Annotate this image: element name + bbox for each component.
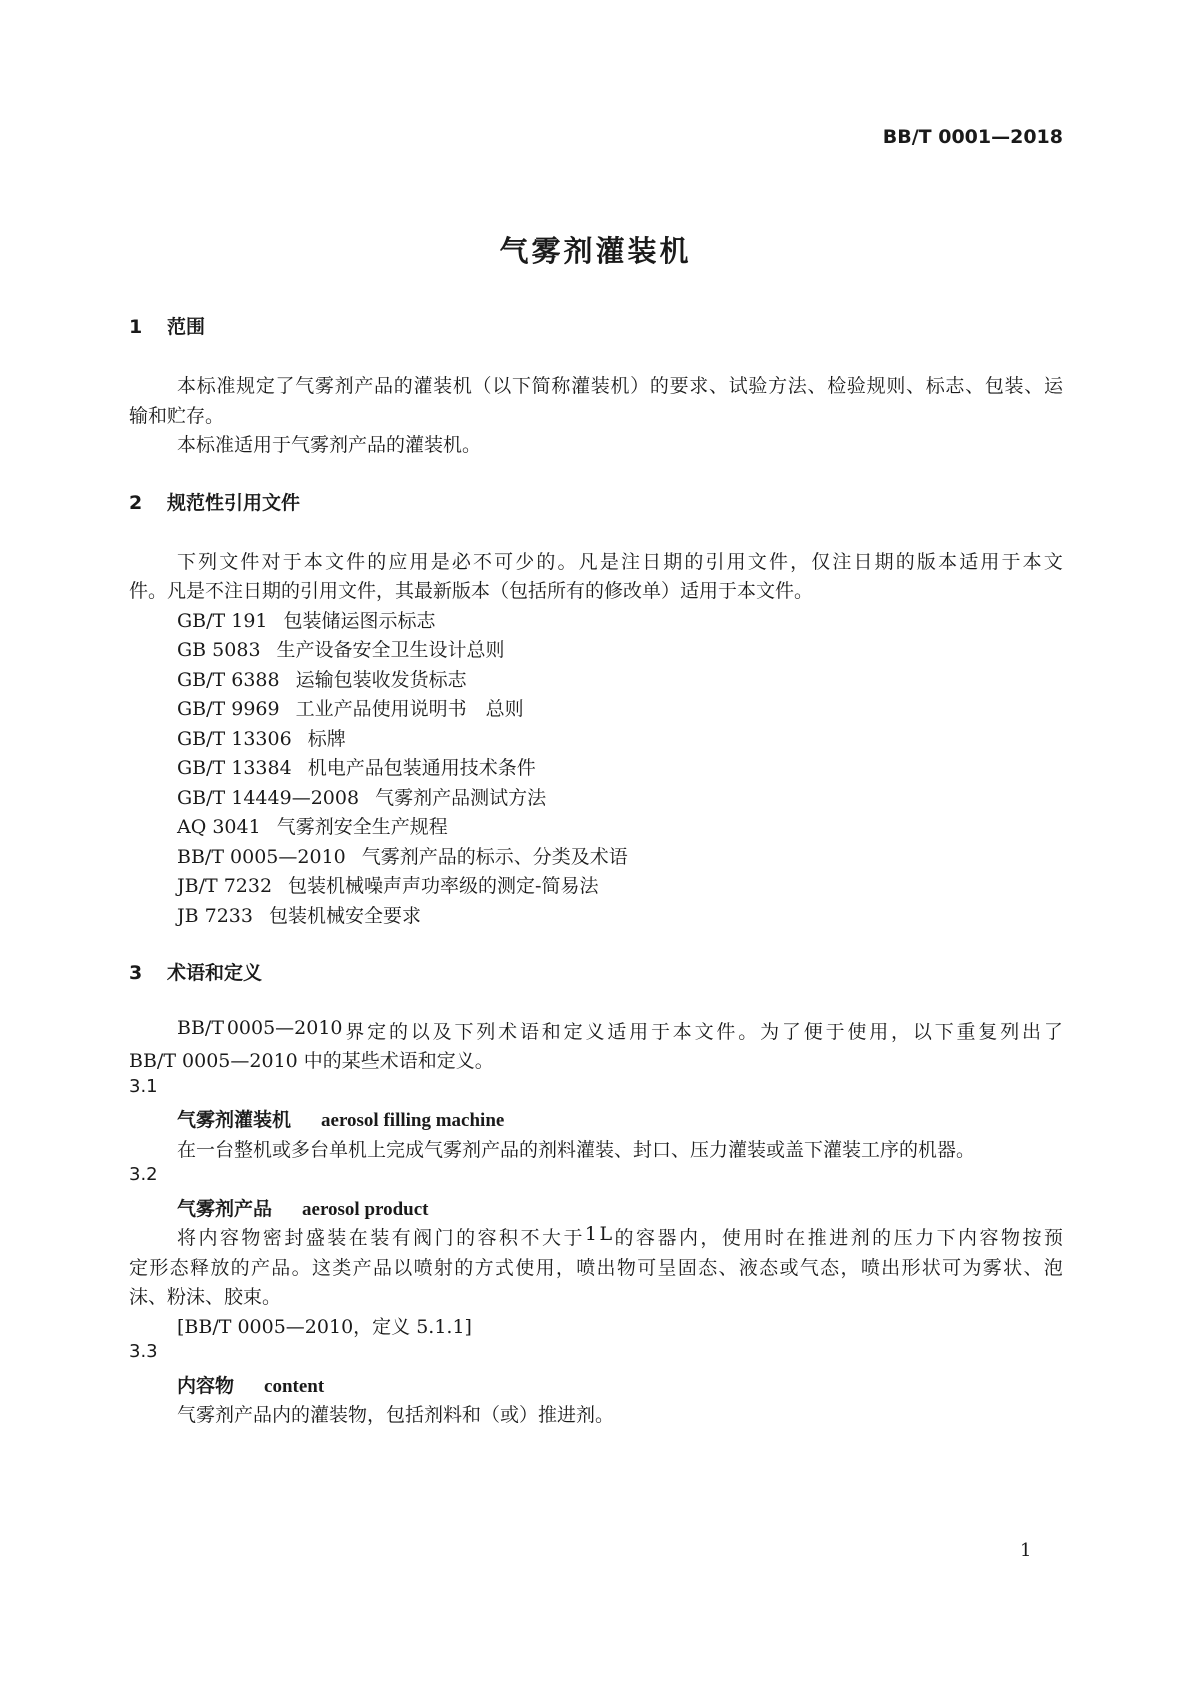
- glyph: 是: [599, 551, 619, 573]
- reference-item: [177, 724, 346, 751]
- glyph: 了: [275, 375, 295, 397]
- term-en: aerosol product: [302, 1199, 429, 1220]
- glyph: 本: [938, 551, 958, 573]
- glyph: 装: [370, 1227, 390, 1249]
- glyph: 大: [541, 1227, 561, 1249]
- glyph: 准: [216, 375, 236, 397]
- glyph: 下: [177, 551, 197, 573]
- glyph: 固: [677, 1257, 697, 1279]
- glyph: 、: [708, 375, 728, 397]
- glyph: 版: [916, 551, 936, 573]
- glyph: 剂: [850, 1227, 870, 1249]
- glyph: 则: [886, 375, 906, 397]
- term-zh: 气雾剂产品: [177, 1198, 273, 1220]
- glyph: 试: [728, 375, 748, 397]
- section-title: 术语和定义: [167, 962, 263, 984]
- glyph: 力: [915, 1227, 935, 1249]
- glyph: 的: [454, 1257, 474, 1279]
- glyph: 检: [827, 375, 847, 397]
- glyph: 时: [764, 1227, 784, 1249]
- glyph: 形: [901, 1257, 921, 1279]
- term-zh: 气雾剂灌装机: [177, 1109, 292, 1131]
- reference-title: 包装机械噪声声功率级的测定-简易法: [288, 875, 599, 897]
- glyph: 以: [410, 1021, 430, 1043]
- glyph: 产: [354, 375, 374, 397]
- glyph: 形: [149, 1257, 169, 1279]
- glyph: 重: [956, 1021, 976, 1043]
- term-definition-line: [129, 1253, 1063, 1280]
- glyph: 气: [295, 375, 315, 397]
- glyph: 有: [391, 1227, 411, 1249]
- glyph: 要: [669, 375, 689, 397]
- glyph: 件: [768, 551, 788, 573]
- glyph: 的: [684, 551, 704, 573]
- glyph: 用: [409, 551, 429, 573]
- glyph: 的: [614, 1227, 634, 1249]
- glyph: 适: [959, 551, 979, 573]
- glyph: 喷: [860, 1257, 880, 1279]
- glyph: ，: [555, 1257, 575, 1279]
- glyph: 是: [430, 551, 450, 573]
- glyph: 阀: [413, 1227, 433, 1249]
- glyph: 使: [847, 1021, 867, 1043]
- reference-item: [177, 753, 536, 780]
- glyph: 志: [945, 375, 965, 397]
- glyph: 产: [250, 1257, 270, 1279]
- glyph: 装: [590, 375, 610, 397]
- glyph: 出: [881, 1257, 901, 1279]
- glyph: 、: [906, 375, 926, 397]
- glyph: 凡: [578, 551, 598, 573]
- glyph: 应: [388, 551, 408, 573]
- glyph: L: [599, 1223, 613, 1245]
- reference-code: AQ 3041: [177, 816, 261, 838]
- glyph: 及: [432, 1021, 452, 1043]
- glyph: 下: [454, 1021, 474, 1043]
- glyph: 的: [393, 375, 413, 397]
- reference-item: [177, 812, 448, 839]
- glyph: 下: [936, 1227, 956, 1249]
- glyph: 雾: [314, 375, 334, 397]
- reference-code: GB/T 6388: [177, 669, 280, 691]
- reference-title: 气雾剂产品的标示、分类及术语: [361, 846, 628, 868]
- glyph: 、: [1023, 1257, 1043, 1279]
- glyph: 这: [311, 1257, 331, 1279]
- glyph: 下: [934, 1021, 954, 1043]
- glyph: 规: [866, 375, 886, 397]
- glyph: 装: [327, 1227, 347, 1249]
- reference-code: GB/T 13306: [177, 728, 292, 750]
- glyph: 的: [872, 1227, 892, 1249]
- glyph: 文: [694, 1021, 714, 1043]
- glyph: 机: [610, 375, 630, 397]
- glyph: 容: [219, 1227, 239, 1249]
- glyph: 出: [1022, 1021, 1042, 1043]
- glyph: 于: [282, 551, 302, 573]
- term-definition: 气雾剂产品内的灌装物，包括剂料和（或）推进剂。: [177, 1404, 615, 1426]
- glyph: 定: [129, 1257, 149, 1279]
- reference-title: 运输包装收发货标志: [295, 669, 467, 691]
- glyph: 定: [367, 1021, 387, 1043]
- reference-code: JB 7233: [177, 905, 253, 927]
- glyph: 、: [807, 375, 827, 397]
- reference-title: 标牌: [307, 728, 346, 750]
- term-en: content: [264, 1376, 325, 1397]
- glyph: 引: [705, 551, 725, 573]
- reference-code: GB/T 13384: [177, 757, 292, 779]
- glyph: 可: [494, 551, 514, 573]
- glyph: 器: [657, 1227, 677, 1249]
- glyph: 预: [1043, 1227, 1063, 1249]
- glyph: 定: [255, 375, 275, 397]
- glyph: 适: [607, 1021, 627, 1043]
- glyph: 品: [372, 1257, 392, 1279]
- glyph: 的: [895, 551, 915, 573]
- glyph: 释: [189, 1257, 209, 1279]
- section-number: 2: [129, 492, 143, 514]
- term-heading: [177, 1371, 324, 1398]
- glyph: 本: [672, 1021, 692, 1043]
- glyph: 内: [678, 1227, 698, 1249]
- glyph: 出: [596, 1257, 616, 1279]
- reference-title: 工业产品使用说明书 总则: [295, 698, 524, 720]
- glyph: 、: [718, 1257, 738, 1279]
- glyph: 用: [980, 551, 1000, 573]
- paragraph-line: [177, 371, 1063, 398]
- glyph: 文: [1043, 551, 1063, 573]
- glyph: 1: [584, 1223, 597, 1245]
- glyph: 求: [689, 375, 709, 397]
- glyph: 件: [240, 551, 260, 573]
- glyph: 列: [1000, 1021, 1020, 1043]
- glyph: 件: [716, 1021, 736, 1043]
- term-definition-line: [177, 1223, 1063, 1250]
- glyph: 方: [768, 375, 788, 397]
- glyph: 内: [958, 1227, 978, 1249]
- glyph: 以: [912, 1021, 932, 1043]
- glyph: 进: [829, 1227, 849, 1249]
- glyph: 件: [346, 551, 366, 573]
- glyph: 注: [832, 551, 852, 573]
- glyph: 液: [738, 1257, 758, 1279]
- glyph: 以: [393, 1257, 413, 1279]
- paragraph-line: [177, 1017, 1063, 1044]
- section-title: 规范性引用文件: [167, 492, 301, 514]
- term-definition: 在一台整机或多台单机上完成气雾剂产品的剂料灌装、封口、压力灌装或盖下灌装工序的机器。: [177, 1139, 976, 1161]
- glyph: 以: [492, 375, 512, 397]
- term-number: 3.2: [129, 1164, 158, 1185]
- glyph: 状: [1003, 1257, 1023, 1279]
- glyph: ，: [790, 551, 810, 573]
- glyph: 或: [779, 1257, 799, 1279]
- reference-item: [177, 901, 421, 928]
- reference-code: GB 5083: [177, 639, 261, 661]
- glyph: 期: [874, 551, 894, 573]
- glyph: 。: [557, 551, 577, 573]
- term-zh: 内容物: [177, 1375, 235, 1397]
- glyph: 用: [726, 551, 746, 573]
- reference-title: 气雾剂产品测试方法: [375, 787, 547, 809]
- standard-code: BB/T 0001—2018: [882, 126, 1063, 148]
- glyph: 标: [925, 375, 945, 397]
- glyph: 在: [348, 1227, 368, 1249]
- term-heading: [177, 1105, 504, 1132]
- glyph: 喷: [413, 1257, 433, 1279]
- glyph: 必: [451, 551, 471, 573]
- reference-title: 包装储运图示标志: [283, 610, 436, 632]
- glyph: 气: [799, 1257, 819, 1279]
- glyph: 射: [433, 1257, 453, 1279]
- glyph: 了: [781, 1021, 801, 1043]
- glyph: 用: [743, 1227, 763, 1249]
- glyph: 机: [452, 375, 472, 397]
- glyph: 用: [535, 1257, 555, 1279]
- glyph: 期: [663, 551, 683, 573]
- reference-code: BB/T 0005—2010: [177, 846, 346, 868]
- reference-title: 机电产品包装通用技术条件: [307, 757, 536, 779]
- glyph: 下: [511, 375, 531, 397]
- glyph: 于: [563, 1227, 583, 1249]
- glyph: 的: [230, 1257, 250, 1279]
- section-title: 范围: [167, 316, 206, 338]
- glyph: 的: [649, 375, 669, 397]
- paragraph-line: 输和贮存。: [129, 405, 225, 427]
- glyph: 列: [198, 551, 218, 573]
- term-en: aerosol filling machine: [321, 1110, 505, 1131]
- term-heading: [177, 1194, 429, 1221]
- glyph: 喷: [576, 1257, 596, 1279]
- glyph: 了: [1043, 1021, 1063, 1043]
- glyph: 品: [374, 375, 394, 397]
- glyph: 容: [979, 1227, 999, 1249]
- glyph: 法: [787, 375, 807, 397]
- glyph: 为: [760, 1021, 780, 1043]
- glyph: 态: [698, 1257, 718, 1279]
- paragraph-line: 件。凡是不注日期的引用文件，其最新版本（包括所有的修改单）适用于本文件。: [129, 580, 814, 602]
- glyph: 灌: [413, 375, 433, 397]
- glyph: 产: [352, 1257, 372, 1279]
- glyph: 于: [825, 1021, 845, 1043]
- glyph: 标: [196, 375, 216, 397]
- paragraph-line: BB/T 0005—2010 中的某些术语和定义。: [129, 1050, 494, 1072]
- glyph: 。: [738, 1021, 758, 1043]
- glyph: 压: [893, 1227, 913, 1249]
- glyph: 的: [389, 1021, 409, 1043]
- glyph: 态: [169, 1257, 189, 1279]
- reference-item: [177, 606, 436, 633]
- reference-item: [177, 635, 505, 662]
- glyph: 使: [515, 1257, 535, 1279]
- glyph: 在: [786, 1227, 806, 1249]
- glyph: 物: [616, 1257, 636, 1279]
- glyph: 品: [271, 1257, 291, 1279]
- glyph: 用: [629, 1021, 649, 1043]
- glyph: 态: [820, 1257, 840, 1279]
- glyph: 将: [177, 1227, 197, 1249]
- glyph: 便: [803, 1021, 823, 1043]
- glyph: 式: [494, 1257, 514, 1279]
- paragraph-line: [177, 547, 1063, 574]
- document-title: 气雾剂灌装机: [499, 234, 692, 268]
- glyph: 的: [367, 551, 387, 573]
- glyph: 于: [650, 1021, 670, 1043]
- paragraph: 本标准适用于气雾剂产品的灌装机。: [177, 434, 482, 456]
- reference-item: [177, 694, 524, 721]
- glyph: 使: [721, 1227, 741, 1249]
- glyph: 日: [853, 551, 873, 573]
- glyph: 推: [807, 1227, 827, 1249]
- glyph: 义: [585, 1021, 605, 1043]
- section-number: 1: [129, 316, 143, 338]
- glyph: 按: [1022, 1227, 1042, 1249]
- reference-item: [177, 871, 598, 898]
- glyph: 物: [241, 1227, 261, 1249]
- glyph: ）: [630, 375, 650, 397]
- glyph: 少: [515, 551, 535, 573]
- glyph: ，: [891, 1021, 911, 1043]
- glyph: 盛: [305, 1227, 325, 1249]
- section-1-heading: [129, 312, 205, 339]
- glyph: 。: [291, 1257, 311, 1279]
- glyph: 容: [477, 1227, 497, 1249]
- glyph: 密: [262, 1227, 282, 1249]
- section-number: 3: [129, 962, 143, 984]
- term-source: [BB/T 0005—2010，定义 5.1.1]: [177, 1316, 472, 1338]
- glyph: 界: [345, 1021, 365, 1043]
- glyph: 封: [284, 1227, 304, 1249]
- glyph: 和: [541, 1021, 561, 1043]
- glyph: 文: [324, 551, 344, 573]
- glyph: 用: [869, 1021, 889, 1043]
- glyph: 复: [978, 1021, 998, 1043]
- glyph: 积: [499, 1227, 519, 1249]
- reference-title: 生产设备安全卫生设计总则: [276, 639, 505, 661]
- glyph: 雾: [982, 1257, 1002, 1279]
- glyph: 验: [846, 375, 866, 397]
- glyph: 剂: [334, 375, 354, 397]
- glyph: 态: [759, 1257, 779, 1279]
- glyph: 类: [332, 1257, 352, 1279]
- glyph: 装: [1004, 375, 1024, 397]
- reference-code: GB/T 191: [177, 610, 268, 632]
- page-number: 1: [1020, 1540, 1032, 1561]
- reference-code: JB/T 7232: [177, 875, 273, 897]
- glyph: 包: [984, 375, 1004, 397]
- reference-item: [177, 665, 467, 692]
- glyph: 日: [642, 551, 662, 573]
- reference-code: GB/T 14449—2008: [177, 787, 360, 809]
- glyph: 方: [474, 1257, 494, 1279]
- glyph: 呈: [657, 1257, 677, 1279]
- glyph: 称: [551, 375, 571, 397]
- term-number: 3.3: [129, 1341, 158, 1362]
- glyph: 放: [210, 1257, 230, 1279]
- glyph: 列: [476, 1021, 496, 1043]
- glyph: 运: [1043, 375, 1063, 397]
- section-2-heading: [129, 488, 300, 515]
- glyph: 、: [965, 375, 985, 397]
- section-3-heading: [129, 958, 262, 985]
- reference-item: [177, 783, 546, 810]
- glyph: 状: [921, 1257, 941, 1279]
- glyph: ，: [700, 1227, 720, 1249]
- reference-code: GB/T 9969: [177, 698, 280, 720]
- glyph: 简: [531, 375, 551, 397]
- term-number: 3.1: [129, 1076, 158, 1097]
- glyph: 注: [620, 551, 640, 573]
- glyph: 泡: [1043, 1257, 1063, 1279]
- glyph: 的: [536, 551, 556, 573]
- glyph: 定: [563, 1021, 583, 1043]
- glyph: 仅: [811, 551, 831, 573]
- glyph: 容: [636, 1227, 656, 1249]
- glyph: 可: [942, 1257, 962, 1279]
- reference-title: 气雾剂安全生产规程: [276, 816, 448, 838]
- reference-title: 包装机械安全要求: [268, 905, 421, 927]
- glyph: 规: [236, 375, 256, 397]
- glyph: 灌: [571, 375, 591, 397]
- glyph: 本: [1022, 551, 1042, 573]
- glyph: 物: [1000, 1227, 1020, 1249]
- glyph: 0005—2010: [226, 1017, 343, 1039]
- glyph: 的: [456, 1227, 476, 1249]
- glyph: ，: [840, 1257, 860, 1279]
- glyph: 可: [637, 1257, 657, 1279]
- glyph: 文: [747, 551, 767, 573]
- glyph: 验: [748, 375, 768, 397]
- glyph: 对: [261, 551, 281, 573]
- glyph: 本: [303, 551, 323, 573]
- glyph: 门: [434, 1227, 454, 1249]
- glyph: 本: [177, 375, 197, 397]
- reference-item: [177, 842, 628, 869]
- glyph: （: [472, 375, 492, 397]
- glyph: 装: [433, 375, 453, 397]
- glyph: 内: [198, 1227, 218, 1249]
- glyph: 文: [219, 551, 239, 573]
- glyph: 语: [519, 1021, 539, 1043]
- glyph: 为: [962, 1257, 982, 1279]
- glyph: BB/T: [177, 1017, 224, 1039]
- glyph: 于: [1001, 551, 1021, 573]
- glyph: 术: [498, 1021, 518, 1043]
- glyph: 不: [472, 551, 492, 573]
- term-definition-line: 沫、粉沫、胶束。: [129, 1286, 282, 1308]
- glyph: 不: [520, 1227, 540, 1249]
- glyph: 、: [1024, 375, 1044, 397]
